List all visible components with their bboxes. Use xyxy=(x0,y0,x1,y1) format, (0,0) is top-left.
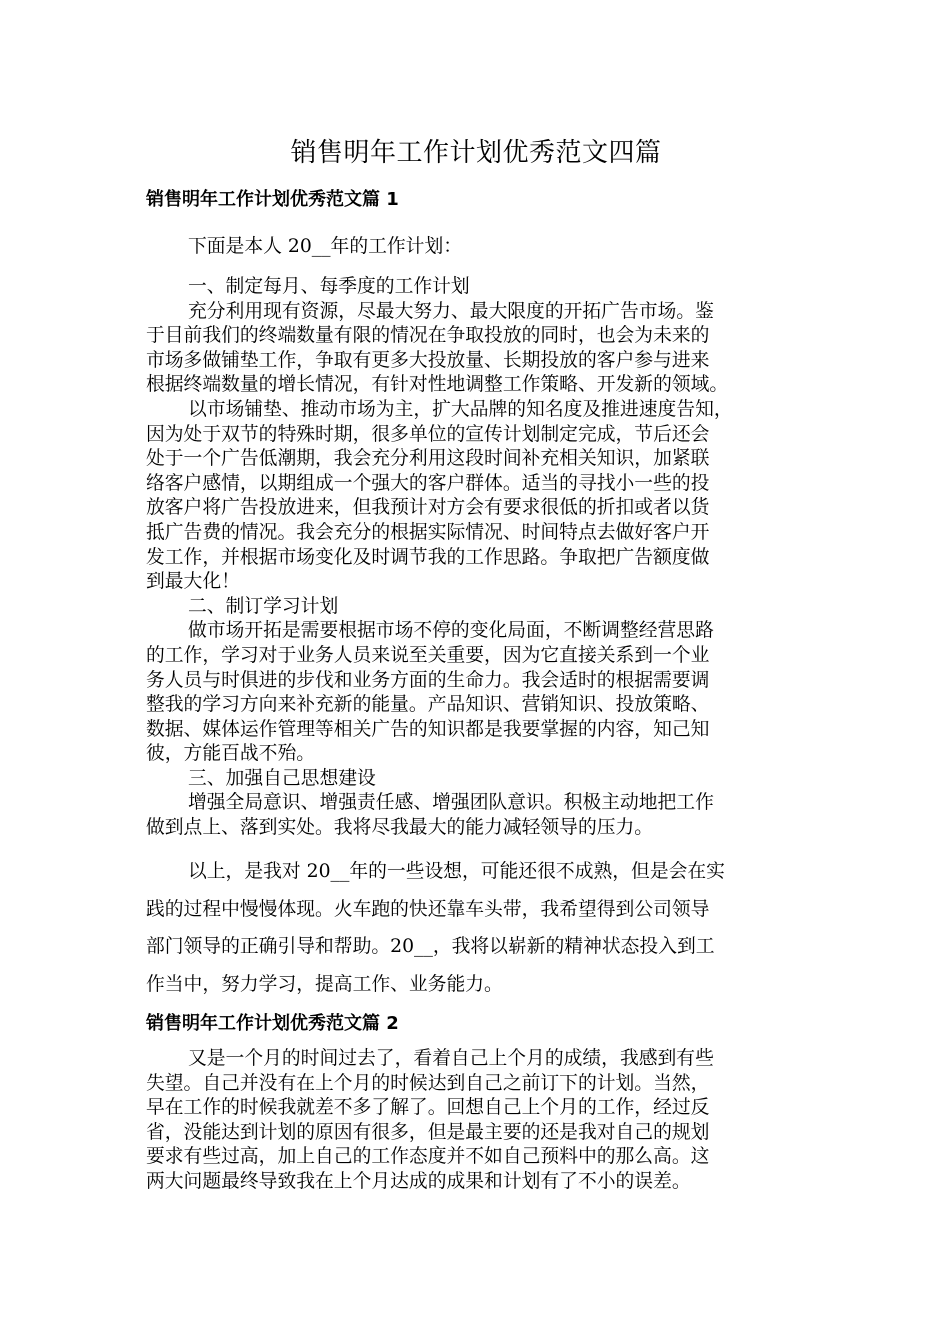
text-line: 的工作，学习对于业务人员来说至关重要，因为它直接关系到一个业 xyxy=(146,644,710,666)
section-heading-2: 销售明年工作计划优秀范文篇 2 xyxy=(146,1013,399,1034)
section-1-closing xyxy=(146,853,806,1003)
text-line: 发工作，并根据市场变化及时调节我的工作思路。争取把广告额度做 xyxy=(146,546,710,568)
text-line: 增强全局意识、增强责任感、增强团队意识。积极主动地把工作 xyxy=(188,792,714,814)
subheading-line: 一、制定每月、每季度的工作计划 xyxy=(188,276,470,297)
text-line: 因为处于双节的特殊时期，很多单位的宣传计划制定完成，节后还会 xyxy=(146,423,710,445)
text-line: 又是一个月的时间过去了，看着自己上个月的成绩，我感到有些 xyxy=(188,1048,714,1069)
text-line: 彼，方能百战不殆。 xyxy=(146,743,316,765)
text-line: 务人员与时俱进的步伐和业务方面的生命力。我会适时的根据需要调 xyxy=(146,669,710,691)
text-line: 充分利用现有资源，尽最大努力、最大限度的开拓广告市场。鉴 xyxy=(188,300,714,322)
text-line: 要求有些过高，加上自己的工作态度并不如自己预料中的那么高。这 xyxy=(146,1146,710,1168)
text-line: 部门领导的正确引导和帮助。20__，我将以崭新的精神状态投入到工 xyxy=(146,936,715,957)
text-line: 失望。自己并没有在上个月的时候达到自己之前订下的计划。当然， xyxy=(146,1072,710,1094)
document-title: 销售明年工作计划优秀范文四篇 xyxy=(290,138,662,168)
section-2-body xyxy=(146,1047,806,1195)
text-line: 络客户感情，以期组成一个强大的客户群体。适当的寻找小一些的投 xyxy=(146,472,710,494)
text-line: 市场多做铺垫工作，争取有更多大投放量、长期投放的客户参与进来 xyxy=(146,349,710,371)
text-line: 以市场铺垫、推动市场为主，扩大品牌的知名度及推进速度告知， xyxy=(188,398,733,420)
section-heading-1: 销售明年工作计划优秀范文篇 1 xyxy=(146,189,399,210)
text-line: 省，没能达到计划的原因有很多，但是最主要的还是我对自己的规划 xyxy=(146,1121,710,1143)
text-line: 放客户将广告投放进来，但我预计对方会有要求很低的折扣或者以货 xyxy=(146,497,710,519)
text-line: 根据终端数量的增长情况，有针对性地调整工作策略、开发新的领域。 xyxy=(146,374,729,396)
text-line: 于目前我们的终端数量有限的情况在争取投放的同时，也会为未来的 xyxy=(146,325,710,347)
text-line: 两大问题最终导致我在上个月达成的成果和计划有了不小的误差。 xyxy=(146,1170,691,1192)
text-line: 早在工作的时候我就差不多了解了。回想自己上个月的工作，经过反 xyxy=(146,1097,710,1119)
text-line: 抵广告费的情况。我会充分的根据实际情况、时间特点去做好客户开 xyxy=(146,521,710,543)
subheading-line: 二、制订学习计划 xyxy=(188,595,339,617)
text-line: 到最大化！ xyxy=(146,571,240,593)
subheading-line: 三、加强自己思想建设 xyxy=(188,767,376,789)
section-1-intro xyxy=(146,235,806,260)
text-line: 数据、媒体运作管理等相关广告的知识都是我要掌握的内容，知己知 xyxy=(146,718,710,740)
text-line: 做到点上、落到实处。我将尽我最大的能力减轻领导的压力。 xyxy=(146,817,654,839)
text-line: 处于一个广告低潮期，我会充分利用这段时间补充相关知识，加紧联 xyxy=(146,448,710,470)
text-line: 以上，是我对 20__年的一些设想，可能还很不成熟，但是会在实 xyxy=(188,861,725,882)
section-1-body xyxy=(146,275,806,841)
text-line: 下面是本人 20__年的工作计划： xyxy=(188,236,463,257)
text-line: 践的过程中慢慢体现。火车跑的快还靠车头带，我希望得到公司领导 xyxy=(146,898,710,920)
text-line: 整我的学习方向来补充新的能量。产品知识、营销知识、投放策略、 xyxy=(146,694,710,716)
text-line: 做市场开拓是需要根据市场不停的变化局面，不断调整经营思路 xyxy=(188,620,714,642)
text-line: 作当中，努力学习，提高工作、业务能力。 xyxy=(146,973,503,995)
